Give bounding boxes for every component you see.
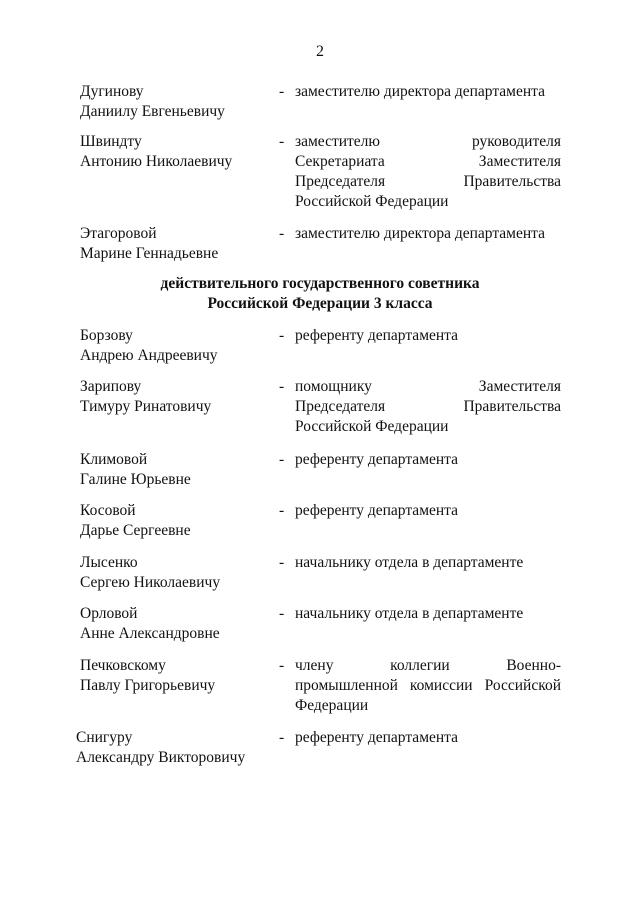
- position-title: [295, 553, 561, 573]
- position-line: Председателя Правительства: [295, 398, 561, 415]
- position-line: Федерации: [295, 697, 369, 714]
- person-name: [80, 450, 270, 490]
- section-heading-line: действительного государственного советника: [160, 275, 480, 292]
- position-title: [295, 728, 561, 748]
- surname: Зарипову: [80, 378, 142, 395]
- given-names: Даниилу Евгеньевичу: [80, 103, 225, 120]
- given-names: Сергею Николаевичу: [80, 574, 221, 591]
- position-line: заместителю директора департамента: [295, 83, 545, 100]
- surname: Печковскому: [80, 657, 166, 674]
- surname: Дугинову: [80, 83, 144, 100]
- surname: Орловой: [80, 605, 138, 622]
- surname: Лысенко: [80, 554, 138, 571]
- person-name: [80, 82, 270, 122]
- dash-separator: -: [279, 327, 285, 344]
- position-line: начальнику отдела в департаменте: [295, 605, 524, 622]
- position-line: референту департамента: [295, 327, 459, 344]
- position-line: члену коллегии Военно-: [295, 657, 561, 674]
- position-line: Председателя Правительства: [295, 173, 561, 190]
- dash-separator: -: [279, 657, 285, 674]
- dash-separator: -: [279, 133, 285, 150]
- position-line: промышленной комиссии Российской: [295, 677, 561, 694]
- position-title: [295, 501, 561, 521]
- surname: Климовой: [80, 451, 148, 468]
- position-title: [295, 604, 561, 624]
- dash-separator: -: [279, 554, 285, 571]
- position-line: Секретариата Заместителя: [295, 153, 561, 170]
- dash-separator: -: [279, 451, 285, 468]
- given-names: Марине Геннадьевне: [80, 245, 219, 262]
- given-names: Тимуру Ринатовичу: [80, 398, 212, 415]
- given-names: Павлу Григорьевичу: [80, 677, 216, 694]
- position-title: [295, 132, 561, 212]
- given-names: Анне Александровне: [80, 625, 220, 642]
- position-line: начальнику отдела в департаменте: [295, 554, 524, 571]
- position-title: [295, 450, 561, 470]
- position-line: Российской Федерации: [295, 418, 449, 435]
- person-name: [76, 728, 266, 768]
- position-title: [295, 224, 561, 244]
- position-line: референту департамента: [295, 502, 459, 519]
- person-name: [80, 224, 270, 264]
- surname: Косовой: [80, 502, 136, 519]
- dash-separator: -: [279, 502, 285, 519]
- given-names: Галине Юрьевне: [80, 471, 191, 488]
- person-name: [80, 132, 270, 172]
- person-name: [80, 553, 270, 593]
- page-number: 2: [316, 43, 324, 60]
- person-name: [80, 326, 270, 366]
- position-title: [295, 326, 561, 346]
- section-heading: [0, 274, 640, 314]
- given-names: Антонию Николаевичу: [80, 153, 233, 170]
- person-name: [80, 604, 270, 644]
- dash-separator: -: [279, 729, 285, 746]
- position-line: заместителю руководителя: [295, 133, 561, 150]
- dash-separator: -: [279, 225, 285, 242]
- surname: Этагоровой: [80, 225, 157, 242]
- position-title: [295, 377, 561, 437]
- position-line: референту департамента: [295, 729, 459, 746]
- given-names: Дарье Сергеевне: [80, 522, 191, 539]
- person-name: [80, 656, 270, 696]
- position-line: заместителю директора департамента: [295, 225, 545, 242]
- dash-separator: -: [279, 605, 285, 622]
- person-name: [80, 501, 270, 541]
- position-line: Российской Федерации: [295, 193, 449, 210]
- position-title: [295, 656, 561, 716]
- given-names: Андрею Андреевичу: [80, 347, 218, 364]
- section-heading-line: Российской Федерации 3 класса: [207, 295, 433, 312]
- surname: Швиндту: [80, 133, 142, 150]
- dash-separator: -: [279, 378, 285, 395]
- position-line: помощнику Заместителя: [295, 378, 561, 395]
- surname: Борзову: [80, 327, 133, 344]
- person-name: [80, 377, 270, 417]
- dash-separator: -: [279, 83, 285, 100]
- given-names: Александру Викторовичу: [76, 749, 246, 766]
- position-title: [295, 82, 561, 102]
- position-line: референту департамента: [295, 451, 459, 468]
- surname: Снигуру: [76, 729, 133, 746]
